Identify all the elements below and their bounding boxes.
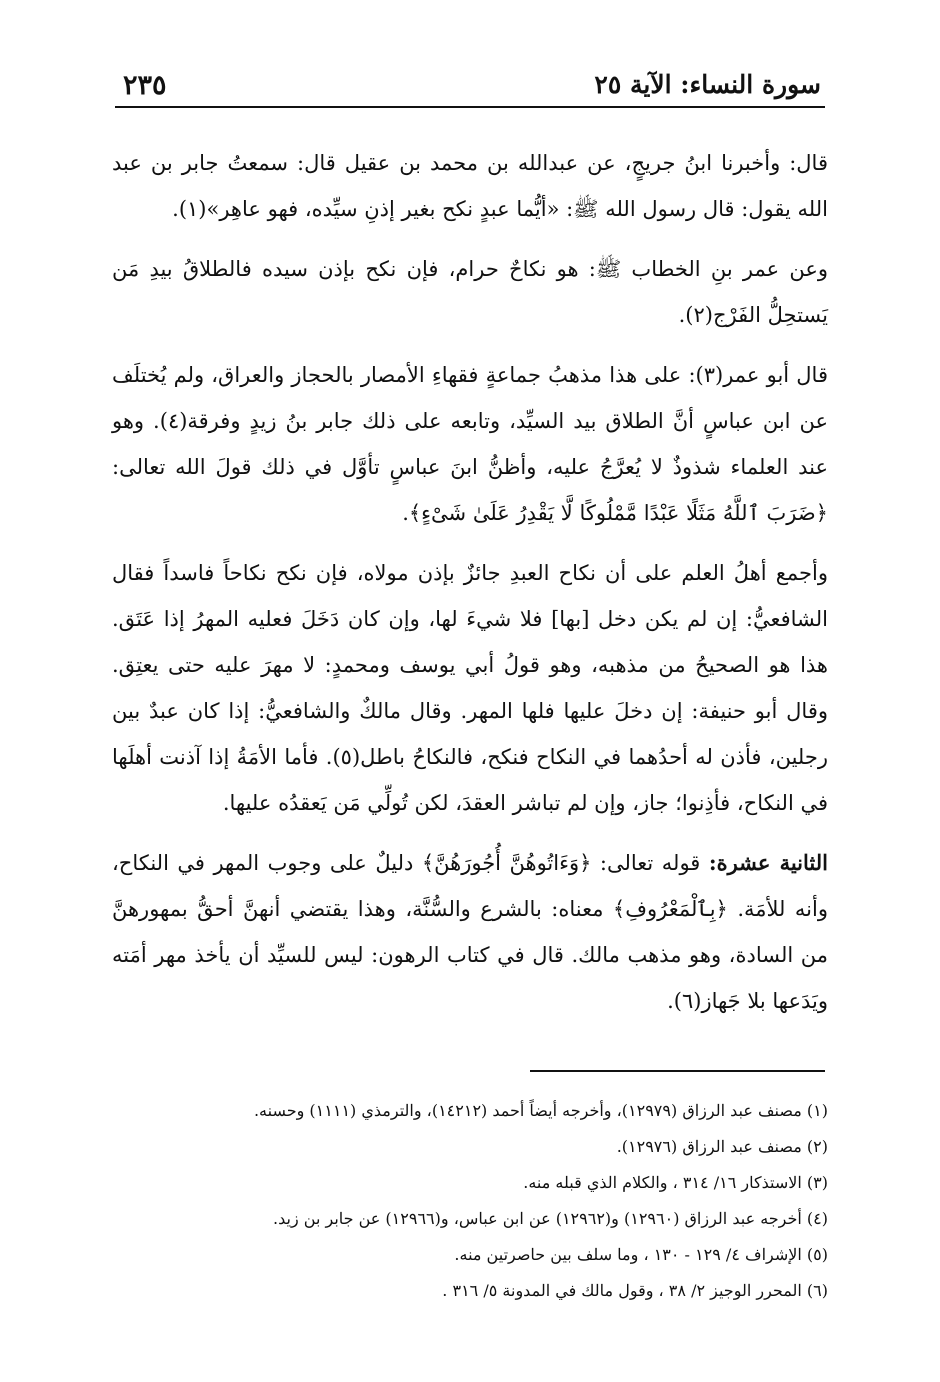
- footnote: (٥) الإشراف ٤/ ١٢٩ - ١٣٠ ، وما سلف بين حاصرتين منه.: [454, 1245, 828, 1264]
- footnote: (٢) مصنف عبد الرزاق (١٢٩٧٦).: [616, 1137, 828, 1156]
- footnote: (٤) أخرجه عبد الرزاق (١٢٩٦٠) و(١٢٩٦٢) عن ابن عباس، و(١٢٩٦٦) عن جابر بن زيد.: [273, 1209, 828, 1228]
- paragraph: [112, 550, 828, 826]
- paragraph-text: قال أبو عمر(٣): على هذا مذهبُ جماعةٍ فقهاءِ الأمصار بالحجاز والعراق، ولم يُختلَف عن ابن عباسٍ أنَّ الطلاق بيد السيِّد، وتابعه على ذلك جابر بنُ زيدٍ وفرقة(٤). وهو عند العلماء شذوذٌ لا يُعرَّجُ عليه، وأظنُّ ابنَ عباسٍ تأوَّل في ذلك قولَ الله تعالى: ﴿ضَرَبَ ٱللَّهُ مَثَلًا عَبْدًا مَّمْلُوكًا لَّا يَقْدِرُ عَلَىٰ شَىْءٍ﴾.: [112, 363, 829, 525]
- footnote-divider: [530, 1070, 825, 1072]
- footnotes: [112, 1093, 828, 1309]
- paragraph: [112, 352, 828, 536]
- paragraph-text: وعن عمر بنِ الخطاب ﷺ: هو نكاحٌ حرام، فإن نكح بإذن سيده فالطلاقُ بيدِ مَن يَستحِلُّ الفَرْج(٢).: [112, 257, 828, 327]
- footnote: (١) مصنف عبد الرزاق (١٢٩٧٩)، وأخرجه أيضاً أحمد (١٤٢١٢)، والترمذي (١١١١) وحسنه.: [253, 1101, 828, 1120]
- footnote: (٦) المحرر الوجيز ٢/ ٣٨ ، وقول مالك في المدونة ٥/ ٣١٦ .: [442, 1281, 828, 1300]
- paragraph-text: قوله تعالى: ﴿وَءَاتُوهُنَّ أُجُورَهُنَّ﴾ دليلٌ على وجوب المهر في النكاح، وأنه للأمَة. ﴿بِٱلْمَعْرُوفِ﴾ معناه: بالشرع والسُّنَّة، وهذا يقتضي أنهنَّ أحقُّ بمهورهنَّ من السادة، وهو مذهب مالك. قال في كتاب الرهون: ليس للسيِّد أن يأخذ مهر أمَته ويَدَعها بلا جَهاز(٦).: [112, 851, 828, 1013]
- paragraph-text: قال: وأخبرنا ابنُ جريجٍ، عن عبدالله بن محمد بن عقيل قال: سمعتُ جابر بن عبد الله يقول: قال رسول الله ﷺ: «أيُّما عبدٍ نكح بغير إذنِ سيِّده، فهو عاهِر»(١).: [112, 151, 828, 221]
- paragraph-text: وأجمع أهلُ العلم على أن نكاح العبدِ جائزٌ بإذن مولاه، فإن نكح نكاحاً فاسداً فقال الشافعيُّ: إن لم يكن دخل [بها] فلا شيءَ لها، وإن كان دَخَلَ فعليه المهرُ إذا عَتَق. هذا هو الصحيحُ من مذهبه، وهو قولُ أبي يوسف ومحمدٍ: لا مهرَ عليه حتى يعتِق. وقال أبو حنيفة: إن دخلَ عليها فلها المهر. وقال مالكٌ والشافعيُّ: إذا كان عبدٌ بين رجلين، فأذن له أحدُهما في النكاح فنكح، فالنكاحُ باطل(٥). فأما الأمَةُ إذا آذنت أهلَها في النكاح، فأذِنوا؛ جاز، وإن لم تباشر العقدَ، لكن تُولِّي مَن يَعقدُه عليها.: [112, 561, 828, 815]
- main-text: [112, 140, 828, 1038]
- footnote: (٣) الاستذكار ١٦/ ٣١٤ ، والكلام الذي قبله منه.: [523, 1173, 828, 1192]
- surah-verse-title: سورة النساء: الآية ٢٥: [594, 70, 821, 99]
- section-lead: الثانية عشرة:: [708, 850, 828, 875]
- running-header: [115, 62, 825, 108]
- paragraph: [112, 140, 828, 232]
- paragraph: [112, 840, 828, 1024]
- paragraph: [112, 246, 828, 338]
- page-number: ٢٣٥: [123, 70, 167, 101]
